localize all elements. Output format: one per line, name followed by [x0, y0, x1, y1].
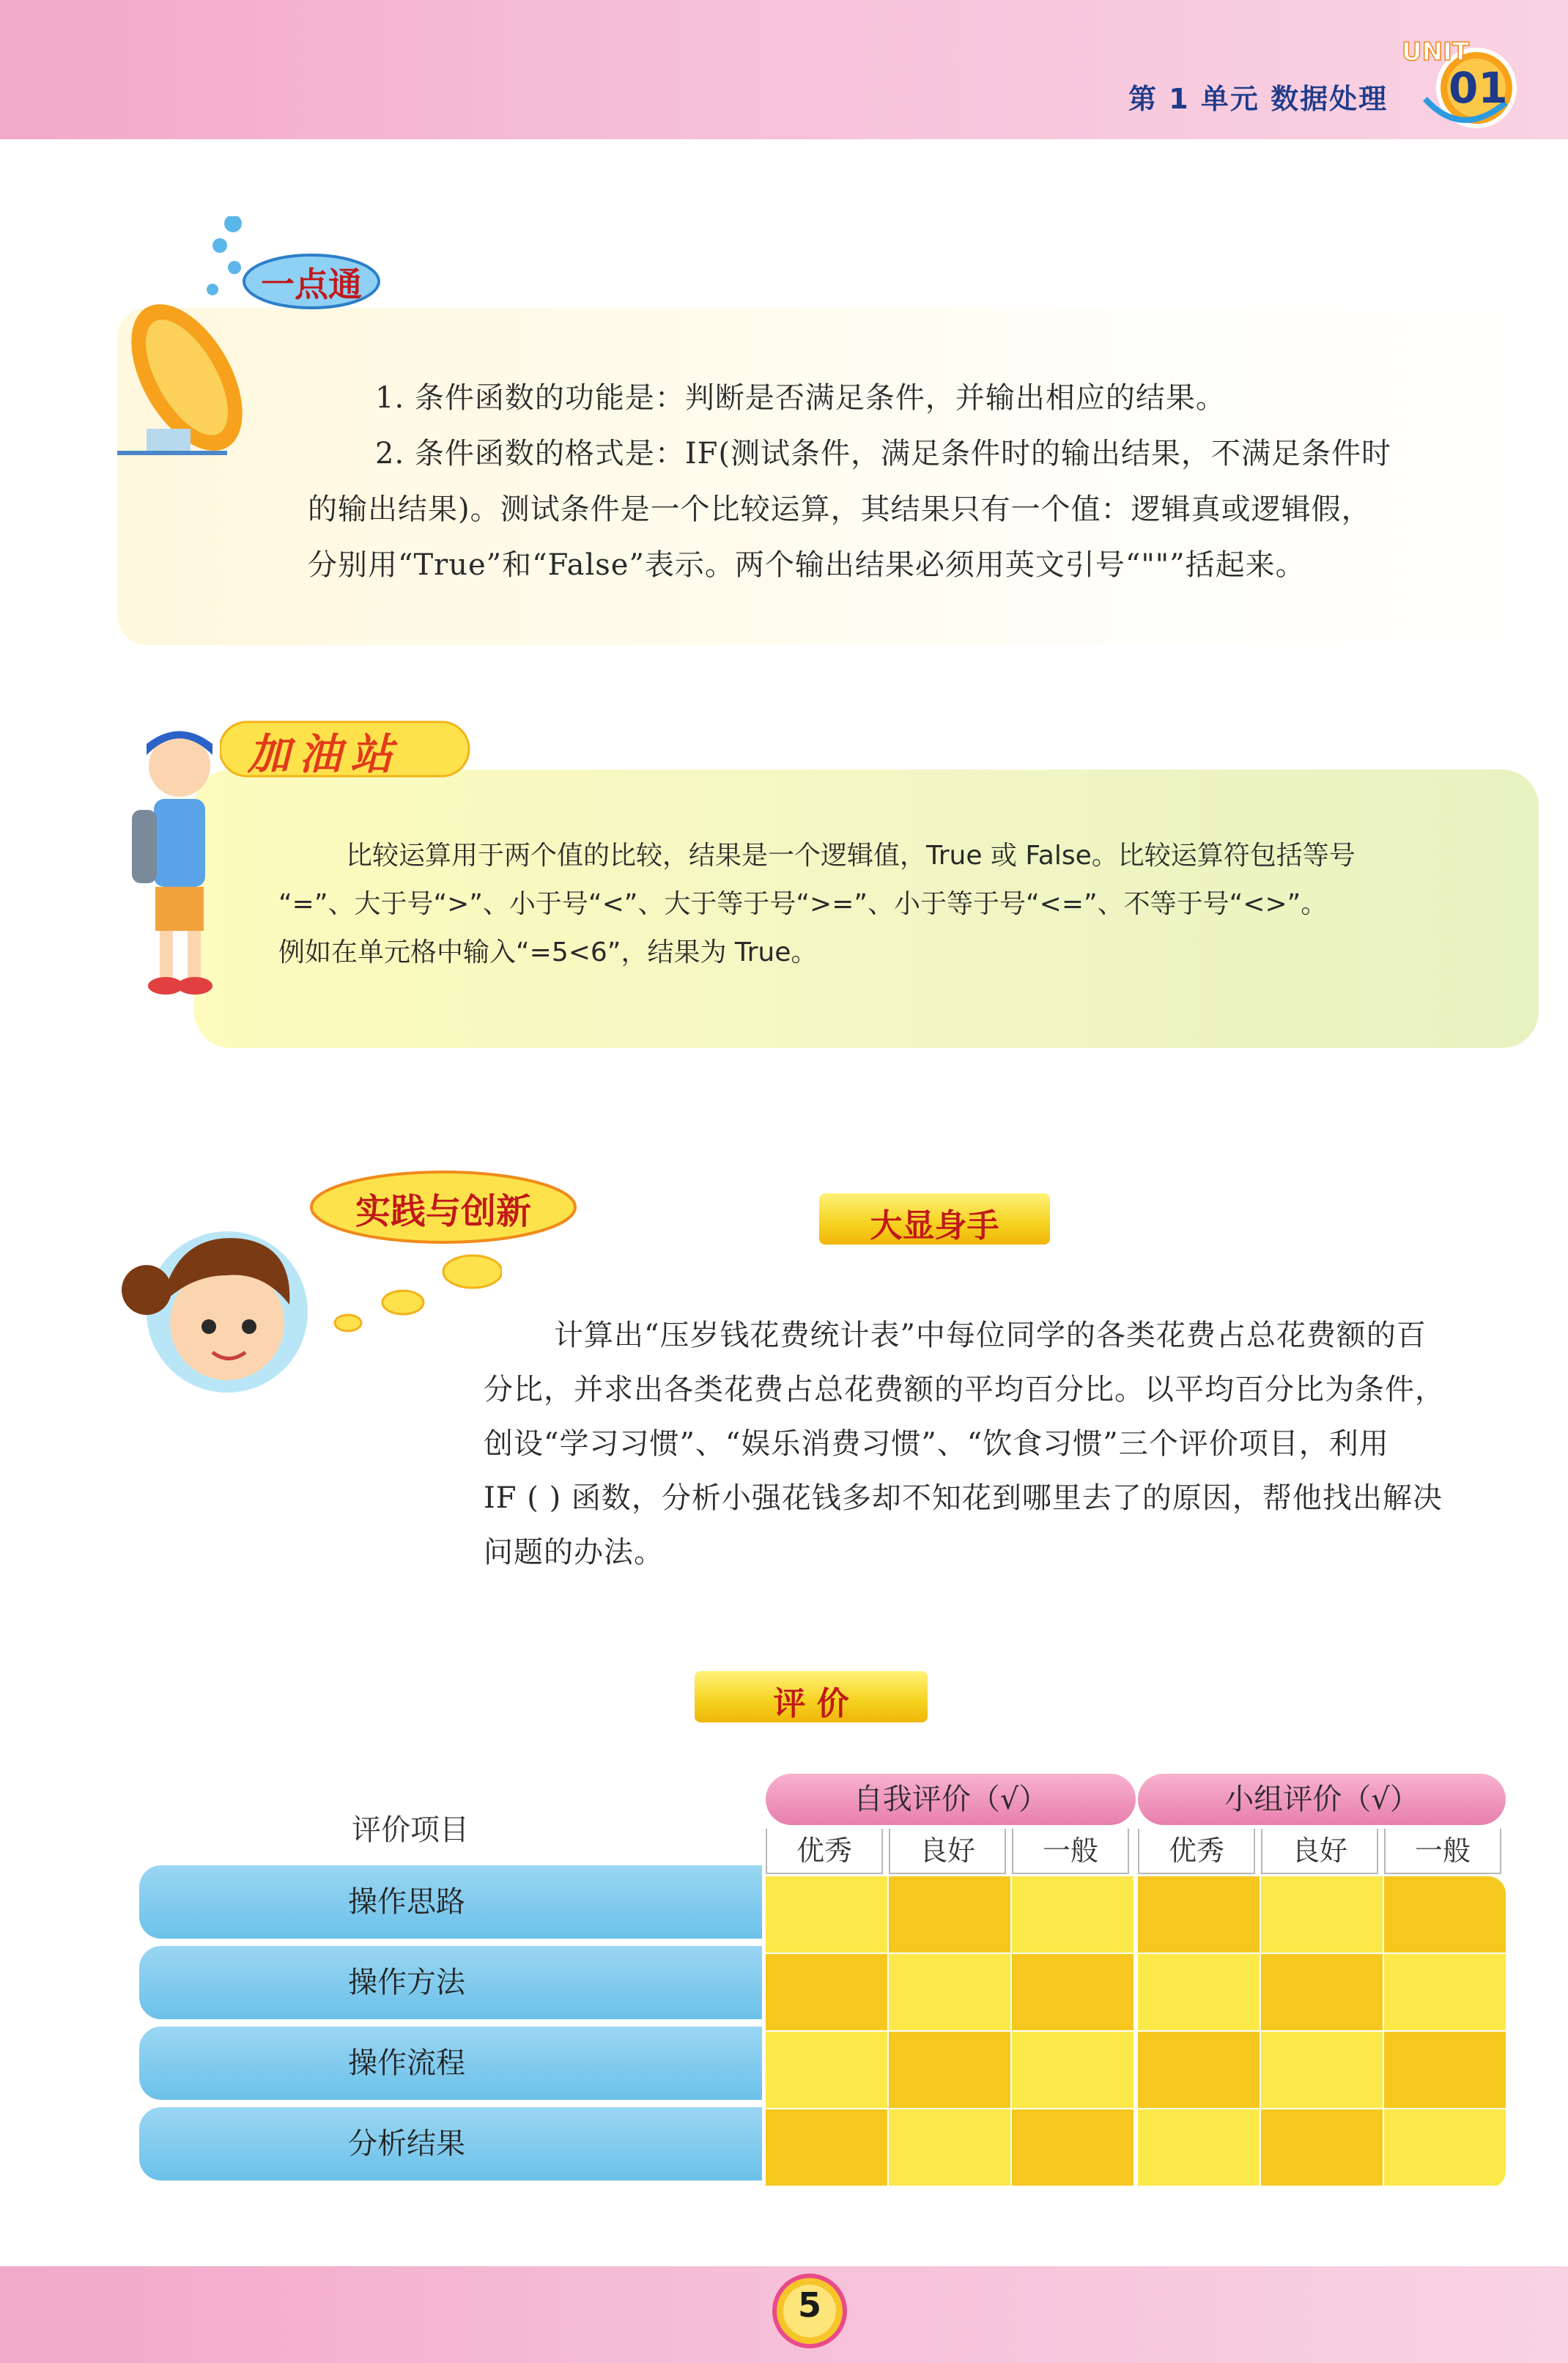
eval-cell[interactable] — [1384, 1876, 1506, 1953]
eval-cell[interactable] — [1261, 1954, 1383, 2030]
tip-line-3: 的输出结果)。测试条件是一个比较运算，其结果只有一个值：逻辑真或逻辑假， — [308, 493, 1372, 526]
practice-ribbon-title: 大显身手 — [870, 1207, 999, 1245]
eval-cell[interactable] — [889, 2032, 1010, 2108]
level-header-1: 优秀 — [766, 1829, 883, 1874]
go-line-1: 比较运算用于两个值的比较，结果是一个逻辑值，True 或 False。比较运算符包括等号 — [346, 841, 1356, 871]
tip-title: 一点通 — [261, 265, 362, 304]
eval-cell[interactable] — [766, 2032, 887, 2108]
eval-row-label-1: 操作思路 — [139, 1865, 762, 1939]
girl-character-icon — [117, 1202, 322, 1407]
tip-line-4: 分别用“True”和“False”表示。两个输出结果必须用英文引号“""”括起来。 — [308, 548, 1306, 582]
eval-row-label-2: 操作方法 — [139, 1946, 762, 2019]
tip-line-2: 2. 条件函数的格式是：IF(测试条件，满足条件时的输出结果，不满足条件时 — [375, 437, 1392, 471]
practice-bubble-title: 实践与创新 — [355, 1191, 531, 1232]
self-evaluation-header: 自我评价（√） — [766, 1774, 1136, 1825]
level-header-5: 良好 — [1261, 1829, 1378, 1874]
eval-cell[interactable] — [1012, 1954, 1134, 2030]
eval-cell[interactable] — [1138, 2032, 1260, 2108]
eval-row-label-4: 分析结果 — [139, 2107, 762, 2180]
team-evaluation-header: 小组评价（√） — [1138, 1774, 1506, 1825]
go-text — [278, 832, 1524, 977]
level-header-3: 一般 — [1012, 1829, 1129, 1874]
eval-cell[interactable] — [1384, 2032, 1506, 2108]
eval-cell[interactable] — [766, 1954, 887, 2030]
level-header-6: 一般 — [1384, 1829, 1501, 1874]
unit-title: 第 1 单元 数据处理 — [1128, 83, 1388, 115]
go-line-2: “=”、大于号“>”、小于号“<”、大于等于号“>=”、小于等于号“<=”、不等于号“<>”。 — [278, 889, 1328, 919]
go-title: 加油站 — [248, 729, 402, 779]
eval-cell[interactable] — [889, 1876, 1010, 1953]
eval-cell[interactable] — [1261, 1876, 1383, 1953]
unit-badge-icon — [1396, 29, 1528, 132]
practice-line-1: 计算出“压岁钱花费统计表”中每位同学的各类花费占总花费额的百 — [554, 1319, 1427, 1352]
boy-character-icon — [117, 715, 242, 1000]
eval-cell[interactable] — [766, 1876, 887, 1953]
evaluation-item-header: 评价项目 — [352, 1813, 469, 1847]
eval-cell[interactable] — [1138, 2109, 1260, 2186]
unit-badge-word: UNIT — [1402, 37, 1469, 67]
eval-cell[interactable] — [1012, 2032, 1134, 2108]
eval-cell[interactable] — [1138, 1876, 1260, 1953]
evaluation-ribbon-title: 评 价 — [773, 1685, 849, 1722]
evaluation-grid — [766, 1876, 1506, 2189]
page-header — [0, 0, 1568, 139]
eval-cell[interactable] — [1384, 1954, 1506, 2030]
eval-cell[interactable] — [889, 2109, 1010, 2186]
practice-line-4: IF ( ) 函数，分析小强花钱多却不知花到哪里去了的原因，帮他找出解决 — [484, 1481, 1443, 1515]
eval-cell[interactable] — [1012, 2109, 1134, 2186]
practice-text — [484, 1308, 1553, 1579]
practice-line-5: 问题的办法。 — [484, 1536, 664, 1569]
tip-line-1: 1. 条件函数的功能是：判断是否满足条件，并输出相应的结果。 — [375, 381, 1226, 415]
eval-cell[interactable] — [1261, 2032, 1383, 2108]
page-number: 5 — [797, 2285, 821, 2325]
practice-line-2: 分比，并求出各类花费占总花费额的平均百分比。以平均百分比为条件， — [484, 1373, 1445, 1407]
eval-row-label-3: 操作流程 — [139, 2027, 762, 2100]
tip-text — [308, 370, 1495, 593]
go-line-3: 例如在单元格中输入“=5<6”，结果为 True。 — [278, 937, 818, 967]
eval-cell[interactable] — [1384, 2109, 1506, 2186]
eval-cell[interactable] — [889, 1954, 1010, 2030]
practice-line-3: 创设“学习习惯”、“娱乐消费习惯”、“饮食习惯”三个评价项目，利用 — [484, 1427, 1389, 1461]
thought-dots-icon — [333, 1250, 502, 1338]
eval-cell[interactable] — [1138, 1954, 1260, 2030]
eval-cell[interactable] — [766, 2109, 887, 2186]
eval-cell[interactable] — [1012, 1876, 1134, 1953]
level-header-2: 良好 — [889, 1829, 1006, 1874]
unit-badge-num: 01 — [1449, 63, 1508, 113]
eval-cell[interactable] — [1261, 2109, 1383, 2186]
level-header-4: 优秀 — [1138, 1829, 1255, 1874]
